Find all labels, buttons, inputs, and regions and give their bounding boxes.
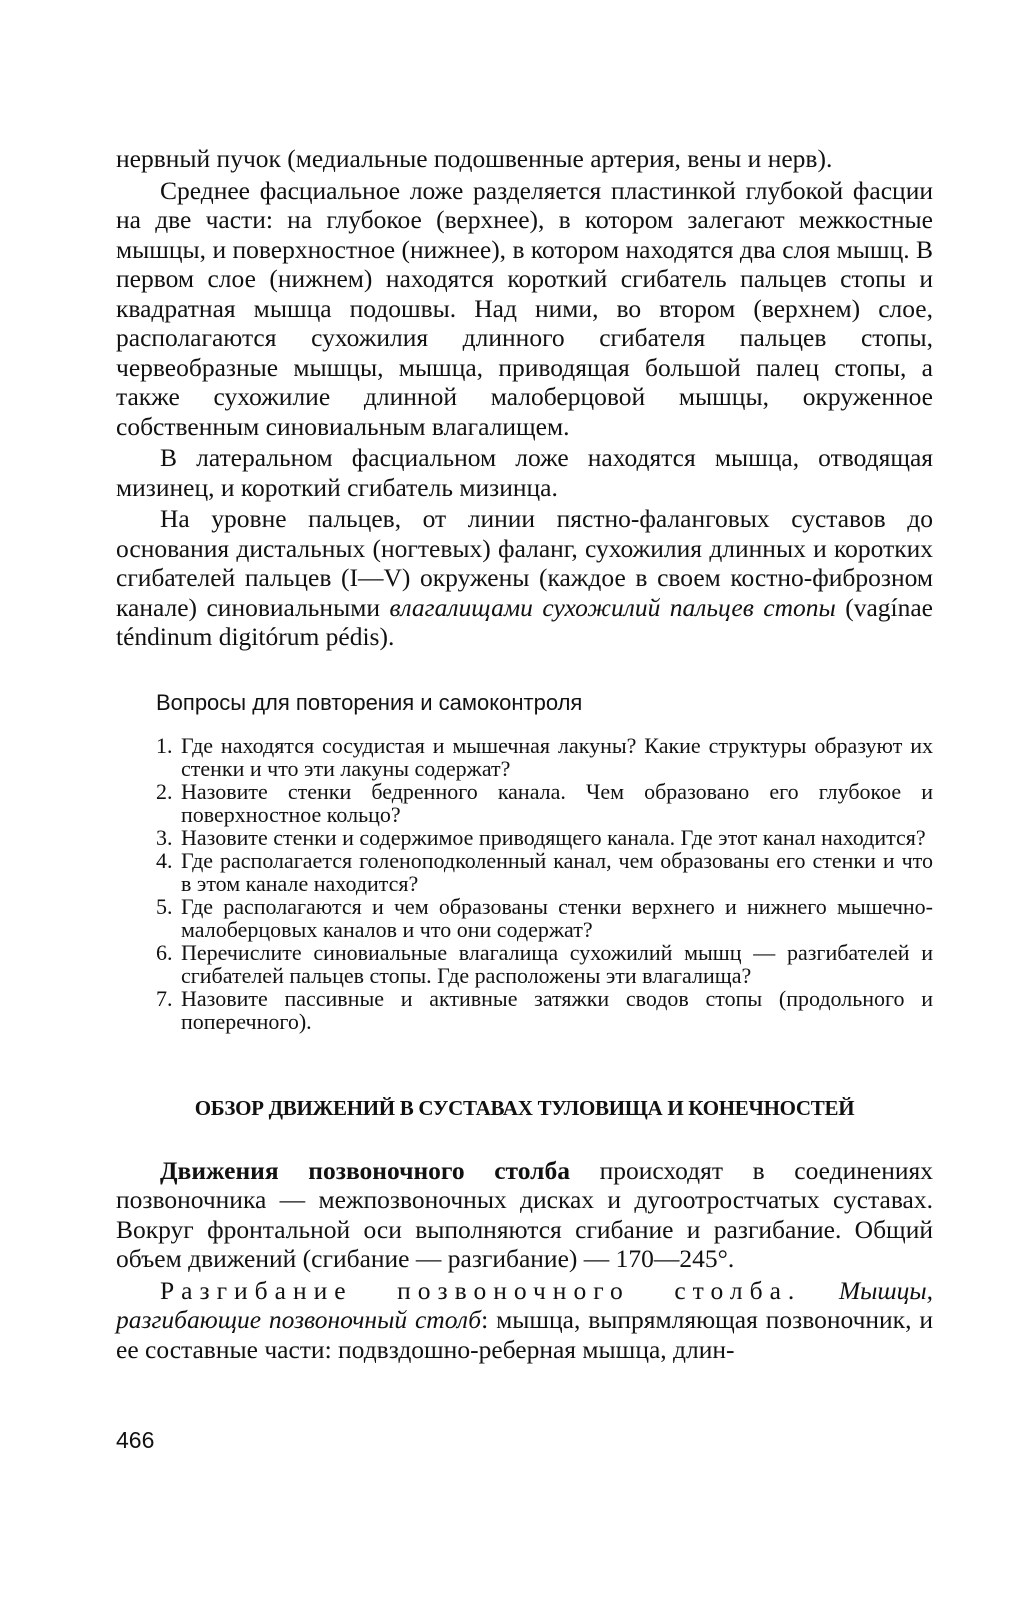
paragraph-continuation: нервный пучок (медиальные подошвенные артерия, вены и нерв). bbox=[116, 144, 833, 173]
section-title: ОБЗОР ДВИЖЕНИЙ В СУСТАВАХ ТУЛОВИЩА И КОНЕЧНОСТЕЙ bbox=[194, 1095, 855, 1120]
question-text: Перечислите синовиальные влагалища сухожилий мышц — разгибателей и сгибателей пальцев стопы. Где расположены эти влагалища? bbox=[181, 939, 933, 988]
bold-term: Движения позвоночного столба bbox=[160, 1155, 570, 1185]
italic-term: влагалищами сухожилий пальцев стопы bbox=[389, 592, 836, 622]
list-item bbox=[156, 941, 933, 987]
question-number: 5. bbox=[156, 893, 173, 919]
question-text: Назовите стенки и содержимое приводящего канала. Где этот канал находится? bbox=[181, 824, 926, 850]
question-text: Назовите пассивные и активные затяжки сводов стопы (продольного и поперечного). bbox=[181, 985, 933, 1034]
list-item bbox=[156, 734, 933, 780]
questions-heading: Вопросы для повторения и самоконтроля bbox=[156, 689, 583, 715]
question-text: Где находятся сосудистая и мышечная лакуны? Какие структуры образуют их стенки и что эти лакуны содержат? bbox=[181, 732, 933, 781]
paragraph-spine-movements bbox=[116, 1156, 933, 1274]
question-number: 2. bbox=[156, 778, 173, 804]
question-text: Где располагаются и чем образованы стенки верхнего и нижнего мышечно-малоберцовых каналов и что они содержат? bbox=[181, 893, 933, 942]
paragraph-middle-compartment: Среднее фасциальное ложе разделяется пластинкой глубокой фасции на две части: на глубокое (верхнее), в котором залегают межкостные мышцы, и поверхностное (нижнее), в котором находятся два слоя мышц. В первом слое (нижнем) находятся короткий сгибатель пальцев стопы и квадратная мышца подошвы. Над ними, во втором (верхнем) слое, располагаются сухожилия длинного сгибателя пальцев стопы, червеобразные мышцы, мышца, приводящая большой палец стопы, а также сухожилие длинной малоберцовой мышцы, окруженное собственным синовиальным влагалищем. bbox=[116, 175, 933, 441]
paragraph-lateral-compartment: В латеральном фасциальном ложе находятся мышца, отводящая мизинец, и короткий сгибатель мизинца. bbox=[116, 443, 933, 502]
page-number: 466 bbox=[116, 1427, 155, 1453]
paragraph-text: На уровне пальцев, от линии пястно-фаланговых суставов до основания дистальных (ногтевых) фаланг, сухожилия длинных и коротких сгибателей пальцев (I—V) окружены (каждое в своем костно-фиброзном канале) синовиальными bbox=[116, 504, 933, 622]
question-number: 7. bbox=[156, 985, 173, 1011]
question-text: Где располагается голеноподколенный канал, чем образованы его стенки и что в этом канале находится? bbox=[181, 847, 933, 896]
list-item bbox=[156, 849, 933, 895]
question-number: 1. bbox=[156, 732, 173, 758]
italic-term: Мышцы, разгибающие позвоночный столб bbox=[116, 1275, 934, 1334]
paragraph-text: : мышца, выпрямляющая позвоночник, и ее составные части: подвздошно-реберная мышца, длин- bbox=[116, 1305, 933, 1364]
spaced-term: Разгибание позвоночного столба. bbox=[160, 1275, 802, 1305]
question-number: 4. bbox=[156, 847, 173, 873]
question-text: Назовите стенки бедренного канала. Чем образовано его глубокое и поверхностное кольцо? bbox=[181, 778, 933, 827]
question-number: 6. bbox=[156, 939, 173, 965]
paragraph-tendon-sheaths bbox=[116, 504, 933, 652]
paragraph-spine-extension bbox=[116, 1276, 933, 1365]
questions-list bbox=[116, 734, 933, 1033]
list-item bbox=[156, 780, 933, 826]
latin-term: (vagínae téndinum digitórum pédis). bbox=[116, 592, 933, 651]
list-item bbox=[156, 987, 933, 1033]
list-item bbox=[156, 826, 933, 849]
question-number: 3. bbox=[156, 824, 173, 850]
list-item bbox=[156, 895, 933, 941]
paragraph-text: происходят в соединениях позвоночника — межпозвоночных дисках и дугоотростчатых суставах. Вокруг фронтальной оси выполняются сгибание и разгибание. Общий объем движений (сгибание — разгибание) — 170—245°. bbox=[116, 1155, 933, 1273]
